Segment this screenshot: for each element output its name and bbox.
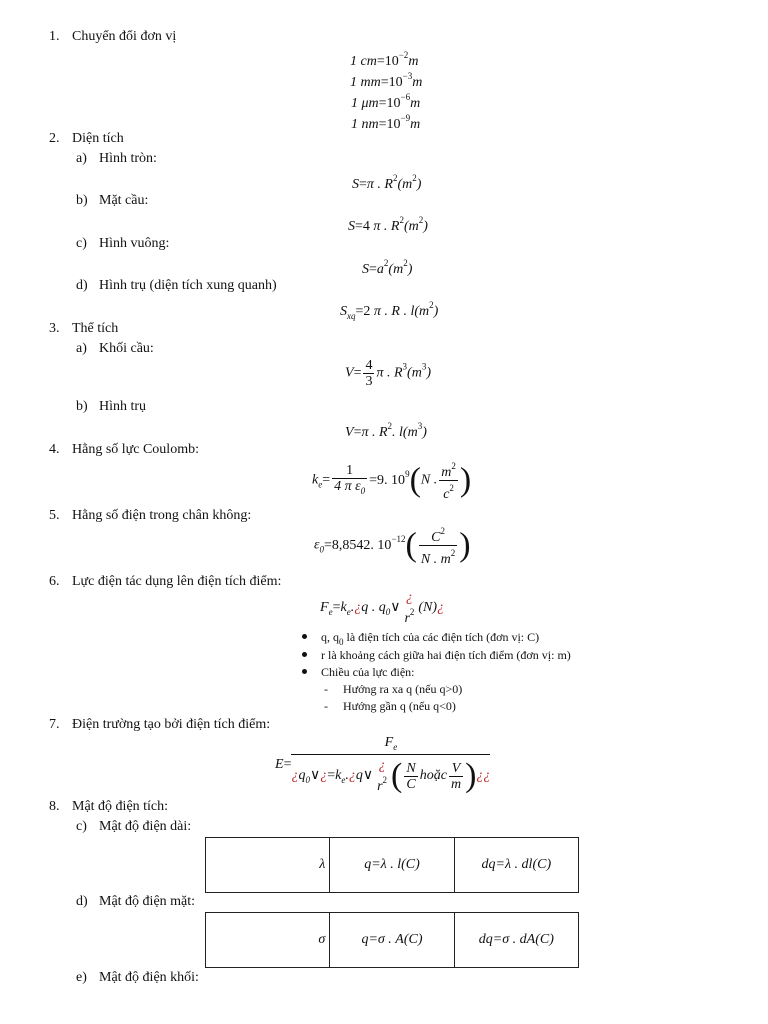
square-area-formula: $S=a^2(m^2)$ [362, 258, 413, 277]
section-4-title: Hằng số lực Coulomb: [72, 442, 199, 457]
bullet-direction: Chiều của lực điện: [302, 665, 414, 680]
item-3b-label: b) [76, 399, 88, 414]
sphere-volume-formula: V= $\frac{4}{3}$ π . $R^3(m^3)$ [345, 358, 431, 389]
item-2d-text: Hình trụ (diện tích xung quanh) [99, 278, 277, 293]
density-symbol-cell: σ [206, 913, 330, 968]
section-4-number: 4. [49, 442, 60, 457]
bullet-distance: r là khoảng cách giữa hai điện tích điểm (đơn vị: m) [302, 648, 571, 663]
section-6-title: Lực điện tác dụng lên điện tích điểm: [72, 574, 282, 589]
section-1-number: 1. [49, 29, 60, 44]
charge-formula-cell: q=σ . A(C) [330, 913, 454, 968]
charge-formula-cell: q=λ . l(C) [330, 838, 454, 893]
item-3a-text: Khối cầu: [99, 341, 154, 356]
item-2b-label: b) [76, 193, 88, 208]
section-2-number: 2. [49, 131, 60, 146]
differential-charge-cell: dq=σ . dA(C) [454, 913, 578, 968]
coulomb-force-formula: $F_e=k_e.¿q$ . $q_0\vee$ ¿ $r^2$ (N)¿ [320, 590, 445, 626]
unit-eq-nm: 1 $nm=10^{-9}m$ [351, 113, 421, 132]
coulomb-constant-formula: $k_e=$ $\frac{1}{4 \pi \varepsilon_0}$ =9. $10^9(N$ . $\frac{m^2}{c^2}$ ) [312, 461, 472, 502]
unit-eq-mm: 1 $mm=10^{-3}m$ [350, 71, 423, 90]
item-2b-text: Mặt cầu: [99, 193, 149, 208]
item-8e-text: Mật độ điện khối: [99, 970, 199, 985]
section-6-number: 6. [49, 574, 60, 589]
item-2c-text: Hình vuông: [99, 236, 170, 251]
item-3b-text: Hình trụ [99, 399, 147, 414]
linear-density-table [205, 837, 579, 893]
unit-eq-um: 1 $\mu m=10^{-6}m$ [351, 92, 421, 111]
cylinder-volume-formula: V=π . $R^2$. $l(m^3)$ [345, 421, 427, 440]
section-7-title: Điện trường tạo bởi điện tích điểm: [72, 717, 271, 732]
table-row [206, 838, 579, 893]
differential-charge-cell: dq=λ . dl(C) [454, 838, 578, 893]
density-symbol-cell: λ [206, 838, 330, 893]
section-1-title: Chuyển đổi đơn vị [72, 29, 177, 44]
section-2-title: Diện tích [72, 131, 124, 146]
sphere-area-formula: S=4 π . $R^2(m^2)$ [348, 215, 428, 234]
section-5-number: 5. [49, 508, 60, 523]
dash-toward: - Hướng gần q (nếu q<0) [324, 699, 456, 713]
item-2c-label: c) [76, 236, 87, 251]
section-3-title: Thể tích [72, 321, 119, 336]
circle-area-formula: S=π . $R^2(m^2)$ [352, 173, 422, 192]
item-8c-label: c) [76, 819, 87, 834]
item-8d-label: d) [76, 894, 88, 909]
unit-eq-cm: 1 $cm=10^{-2}m$ [350, 50, 419, 69]
section-3-number: 3. [49, 321, 60, 336]
surface-density-table [205, 912, 579, 968]
section-7-number: 7. [49, 717, 60, 732]
item-8c-text: Mật độ điện dài: [99, 819, 192, 834]
table-row [206, 913, 579, 968]
vacuum-permittivity-formula: $\varepsilon_0=8,8542$. $10^{-12}$( $\frac{C^2}{N . m^2}$ ) [314, 526, 471, 567]
bullet-charges: q, $q_0$ là điện tích của các điện tích (đơn vị: C) [302, 630, 539, 647]
electric-field-formula: E= $F_e$ ¿$q_0\vee¿=k_e.¿q\vee$ ¿ $r^2$ ( $\frac{N}{C}$ hoặc $\frac{V}{m}$ )¿¿ [275, 735, 491, 794]
section-8-title: Mật độ điện tích: [72, 799, 169, 814]
dash-away: - Hướng ra xa q (nếu q>0) [324, 682, 463, 696]
section-8-number: 8. [49, 799, 60, 814]
item-3a-label: a) [76, 341, 87, 356]
item-2a-label: a) [76, 151, 87, 166]
item-2a-text: Hình tròn: [99, 151, 157, 166]
item-8d-text: Mật độ điện mặt: [99, 894, 196, 909]
cylinder-area-formula: $S_{xq}=2$ π . R . $l(m^2)$ [340, 300, 439, 321]
item-2d-label: d) [76, 278, 88, 293]
section-5-title: Hằng số điện trong chân không: [72, 508, 252, 523]
item-8e-label: e) [76, 970, 87, 985]
